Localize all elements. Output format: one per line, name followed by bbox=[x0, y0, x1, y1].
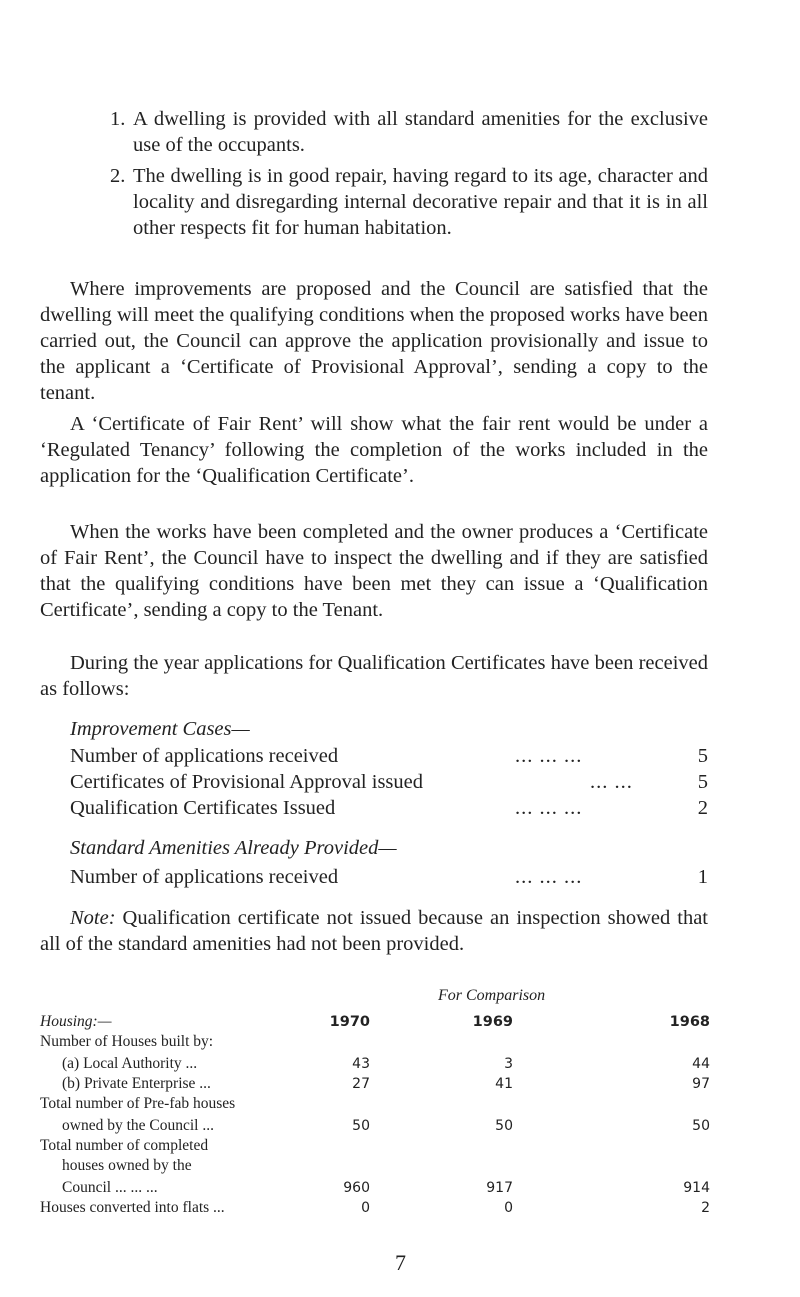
paragraph-provisional-approval: Where improvements are proposed and the Council are satisfied that the dwelling will meet the qualifying conditions when the proposed works have been carried out, the Council can approve the application provisionally and issue to the applicant a ‘Certificate of Provisional Approval’, sending a copy to the tenant. bbox=[40, 278, 708, 404]
table-cell: 50 bbox=[692, 1118, 710, 1134]
table-cell: 914 bbox=[683, 1180, 710, 1196]
table-cell: 44 bbox=[692, 1056, 710, 1072]
table-cell: 50 bbox=[352, 1118, 370, 1134]
table-cell: 2 bbox=[701, 1200, 710, 1216]
row-label: (a) Local Authority ... bbox=[62, 1055, 198, 1072]
standard-amenities-heading: Standard Amenities Already Provided— bbox=[70, 837, 397, 859]
comparison-label: For Comparison bbox=[438, 987, 546, 1004]
improvement-row: Certificates of Provisional Approval issued ... ... 5 bbox=[70, 771, 708, 793]
table-cell: 3 bbox=[504, 1056, 513, 1072]
standard-amenities-row: Number of applications received ... ... ... 1 bbox=[70, 866, 708, 888]
row-label: Houses converted into flats ... bbox=[40, 1199, 225, 1216]
improvement-row: Qualification Certificates Issued ... ... ... 2 bbox=[70, 797, 708, 819]
year-header: 1968 bbox=[669, 1014, 710, 1030]
note-paragraph: Note: Qualification certificate not issued because an inspection showed that all of the standard amenities had not been provided. bbox=[40, 907, 708, 955]
table-cell: 0 bbox=[504, 1200, 513, 1216]
paragraph-qualification: When the works have been completed and the owner produces a ‘Certificate of Fair Rent’, the Council have to inspect the dwelling and if they are satisfied that the qualifying conditions have been met they can issue a ‘Qualification Certificate’, sending a copy to the Tenant. bbox=[40, 521, 708, 621]
row-label: (b) Private Enterprise ... bbox=[62, 1075, 211, 1092]
page-number: 7 bbox=[395, 1250, 406, 1275]
table-cell: 41 bbox=[495, 1076, 513, 1092]
numbered-item-2 bbox=[110, 163, 708, 241]
row-label: Number of Houses built by: bbox=[40, 1033, 214, 1050]
table-cell: 27 bbox=[352, 1076, 370, 1092]
table-cell: 97 bbox=[692, 1076, 710, 1092]
note-label: Note: bbox=[70, 907, 116, 929]
item-text: A dwelling is provided with all standard amenities for the exclusive use of the occupants. bbox=[133, 108, 708, 156]
year-header: 1970 bbox=[329, 1014, 370, 1030]
table-cell: 43 bbox=[352, 1056, 370, 1072]
housing-title: Housing:— bbox=[40, 1013, 112, 1030]
year-header: 1969 bbox=[472, 1014, 513, 1030]
row-label: owned by the Council ... bbox=[62, 1117, 214, 1134]
table-cell: 50 bbox=[495, 1118, 513, 1134]
row-label: Total number of Pre-fab houses bbox=[40, 1095, 236, 1112]
table-cell: 960 bbox=[343, 1180, 370, 1196]
row-label: Total number of completed bbox=[40, 1137, 209, 1154]
paragraph-fair-rent: A ‘Certificate of Fair Rent’ will show what the fair rent would be under a ‘Regulated Tenancy’ following the completion of the works included in the application for the ‘Qualification Certificate’. bbox=[40, 413, 708, 487]
table-cell: 917 bbox=[486, 1180, 513, 1196]
row-label: Council ... ... ... bbox=[62, 1179, 158, 1196]
improvement-heading: Improvement Cases— bbox=[70, 718, 250, 740]
item-number: 2. bbox=[110, 165, 126, 187]
item-number: 1. bbox=[110, 108, 126, 130]
row-label: houses owned by the bbox=[62, 1157, 192, 1174]
table-cell: 0 bbox=[361, 1200, 370, 1216]
numbered-item-1 bbox=[110, 106, 708, 158]
item-text: The dwelling is in good repair, having regard to its age, character and locality and disregarding internal decorative repair and that it is in all other respects fit for human habitation. bbox=[133, 165, 708, 239]
improvement-row: Number of applications received ... ... ... 5 bbox=[70, 745, 708, 767]
paragraph-applications: During the year applications for Qualification Certificates have been received as follows: bbox=[40, 652, 708, 700]
